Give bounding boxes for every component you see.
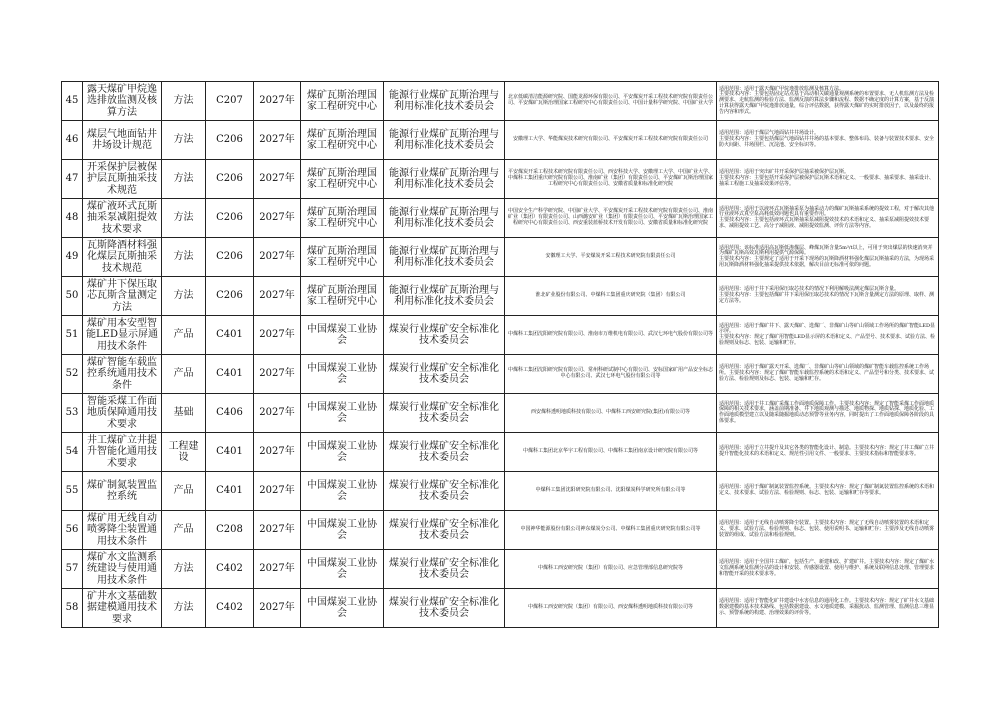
table-row — [62, 121, 939, 160]
row-number-cell: 45 — [62, 82, 83, 121]
classification-code-cell: C402 — [206, 550, 254, 589]
classification-code-cell: C402 — [206, 589, 254, 628]
row-number-cell: 55 — [62, 472, 83, 511]
scope-and-content-cell: 适用范围：适用于无线自动喷雾降尘装置。主要技术内容：规定了无线自动喷雾装置的术语和定义、要求、试验方法、检验规则、标志、包装、使用说明书、运输和贮存；主要涉及无线自动喷雾装置的组成、试验方法和检验规则。 — [717, 511, 939, 550]
drafting-units-cell: 中煤科工集团沈阳研究院有限公司、淮南市万维机电有限公司、武汉七环电气股份有限公司等 — [505, 316, 717, 355]
scope-and-content-cell: 适用范围：该标准适用高瓦斯低渗煤层、峰煤瓦斯含量5m³/t以上，可用于突出煤层的快速消突并为煤矿瓦斯高效瓦斯利用提供气源保障。 主要技术内容：主要规定了适用于开采下现场的瓦斯降酒材料强化煤层瓦斯抽采的方法，为现场采用瓦斯降酒材料强化抽采提供技术依据，解决目前无标准可依的问题。 — [717, 238, 939, 277]
row-number-cell: 54 — [62, 433, 83, 472]
completion-year-cell: 2027年 — [254, 82, 301, 121]
responsible-organization-cell: 煤矿瓦斯治理国家工程研究中心 — [301, 238, 384, 277]
technical-committee-cell: 能源行业煤矿瓦斯治理与利用标准化技术委员会 — [384, 238, 505, 277]
drafting-units-cell: 中国安全生产科学研究院、中国矿业大学、平安煤炭开采工程技术研究院有限责任公司、淮南矿业（集团）有限责任公司、山西潞安矿业（集团）有限责任公司、平安煤矿瓦斯治理国家工程研究中心有限责任公司、西安重装蓝桥技术开发有限公司、安徽省质量和标准化研究院 — [505, 199, 717, 238]
completion-year-cell: 2027年 — [254, 238, 301, 277]
drafting-units-cell: 北京低碳清洁能源研究院、国能龙源环保有限公司、平安煤炭开采工程技术研究院有限责任公司、平安煤矿瓦斯治理国家工程研究中心有限责任公司、中国计量科学研究院、中国矿业大学 — [505, 82, 717, 121]
table-row — [62, 277, 939, 316]
row-number-cell: 48 — [62, 199, 83, 238]
table-body — [62, 82, 939, 628]
completion-year-cell: 2027年 — [254, 433, 301, 472]
technical-committee-cell: 煤炭行业煤矿安全标准化技术委员会 — [384, 433, 505, 472]
technical-committee-cell: 能源行业煤矿瓦斯治理与利用标准化技术委员会 — [384, 199, 505, 238]
standard-type-cell: 产品 — [162, 355, 206, 394]
standard-name-cell: 煤矿制氮装置监控系统 — [83, 472, 162, 511]
scope-and-content-cell: 适用范围：适用于突出矿井开采保护层抽采被保护层瓦斯。 主要技术内容：主要包括开采保护层被保护层瓦斯术语和定义、一般要求、抽采要求、抽采设计、抽采工程施工及抽采效果评估等。 — [717, 160, 939, 199]
standard-type-cell: 基础 — [162, 394, 206, 433]
table-row — [62, 199, 939, 238]
standard-name-cell: 煤矿水文监测系统建设与使用通用技术条件 — [83, 550, 162, 589]
table-row — [62, 511, 939, 550]
responsible-organization-cell: 煤矿瓦斯治理国家工程研究中心 — [301, 121, 384, 160]
classification-code-cell: C206 — [206, 238, 254, 277]
classification-code-cell: C401 — [206, 355, 254, 394]
responsible-organization-cell: 中国煤炭工业协会 — [301, 511, 384, 550]
table-row — [62, 82, 939, 121]
table-row — [62, 433, 939, 472]
table-row — [62, 472, 939, 511]
standard-name-cell: 煤矿用无线自动喷雾降尘装置通用技术条件 — [83, 511, 162, 550]
drafting-units-cell: 中煤科工西安研究院（集团）有限公司、西安煤科透明地质科技有限公司等 — [505, 589, 717, 628]
row-number-cell: 50 — [62, 277, 83, 316]
technical-committee-cell: 能源行业煤矿瓦斯治理与利用标准化技术委员会 — [384, 82, 505, 121]
technical-committee-cell: 煤炭行业煤矿安全标准化技术委员会 — [384, 472, 505, 511]
table-row — [62, 316, 939, 355]
classification-code-cell: C208 — [206, 511, 254, 550]
scope-and-content-cell: 适用范围：适用于全国井工煤矿，包括生产、新建和改、扩建矿井。主要技术内容：规定了煤矿水文监测系统及监测分站的设计和安装、传感器设置、使用与维护、系统及联网信息处理、管理要求和智能开采的技术要求等。 — [717, 550, 939, 589]
table-row — [62, 589, 939, 628]
scope-and-content-cell: 适用范围：适用于煤矿井下、露天煤矿、选煤厂、非煤矿山等矿山领域工作场所的煤矿智能LED显示屏。 主要技术内容：规定了煤矿用智能LED显示屏的术语和定义、产品型号、技术要求、试验方法、检验规则及标志、包装、运输和贮存。 — [717, 316, 939, 355]
technical-committee-cell: 煤炭行业煤矿安全标准化技术委员会 — [384, 550, 505, 589]
completion-year-cell: 2027年 — [254, 355, 301, 394]
completion-year-cell: 2027年 — [254, 589, 301, 628]
scope-and-content-cell: 适用范围：适用于智能化矿井建设中水害信息的通用化工作。主要技术内容：规定了矿井水文基础数据建模的基本技术路线、包括数据建设、水文地质建模、采掘扰动、监测管理、监测信息三维显示、预警系统的构建、治理效果的评价等。 — [717, 589, 939, 628]
responsible-organization-cell: 中国煤炭工业协会 — [301, 355, 384, 394]
standard-name-cell: 煤矿井下保压取芯瓦斯含量测定方法 — [83, 277, 162, 316]
technical-committee-cell: 煤炭行业煤矿安全标准化技术委员会 — [384, 316, 505, 355]
scope-and-content-cell: 适用范围：适用于煤层气地面钻井井场设计。 主要技术内容：主要包括煤层气地面钻井井场的基本要求、整体布局、装备与装置技术要求、安全防火间距、井场围栏、沉淀池、安全标识等。 — [717, 121, 939, 160]
responsible-organization-cell: 煤矿瓦斯治理国家工程研究中心 — [301, 277, 384, 316]
standard-type-cell: 产品 — [162, 511, 206, 550]
drafting-units-cell: 安徽理工大学、平安煤炭开采工程技术研究院有限责任公司 — [505, 238, 717, 277]
standard-type-cell: 方法 — [162, 160, 206, 199]
drafting-units-cell: 淮北矿业股份有限公司、中煤科工集团重庆研究院（集团）有限公司 — [505, 277, 717, 316]
standard-name-cell: 煤矿用本安型智能LED显示屏通用技术条件 — [83, 316, 162, 355]
responsible-organization-cell: 中国煤炭工业协会 — [301, 550, 384, 589]
standard-type-cell: 产品 — [162, 472, 206, 511]
technical-committee-cell: 能源行业煤矿瓦斯治理与利用标准化技术委员会 — [384, 160, 505, 199]
scope-and-content-cell: 适用范围：适用于立井提升及其它各类的智能化设计、制造。主要技术内容：规定了井工煤矿立井提升智能化技术的术语和定义、规范性引用文件、一般要求、主要技术指标和智能要求等。 — [717, 433, 939, 472]
standard-name-cell: 煤矿液环式瓦斯抽采泵减阻提效技术要求 — [83, 199, 162, 238]
drafting-units-cell: 中煤科工集团北京华宇工程有限公司、中煤科工集团南京设计研究院有限公司等 — [505, 433, 717, 472]
table-row — [62, 238, 939, 277]
classification-code-cell: C207 — [206, 82, 254, 121]
row-number-cell: 46 — [62, 121, 83, 160]
scope-and-content-cell: 适用范围：适用于以液环式瓦斯抽采泵为抽采动力的煤矿瓦斯抽采系统的提效工程，对于解决其他行业液环式真空泵高耗低效问题也具有重要作用。 主要技术内容：主要包括液环式瓦斯抽采泵减阻提效技术的术语和定义、抽采泵减阻提效技术要求、减阻提效工艺、高分子减阻液、减阻提效监测、评价方法等内容。 — [717, 199, 939, 238]
responsible-organization-cell: 煤矿瓦斯治理国家工程研究中心 — [301, 199, 384, 238]
completion-year-cell: 2027年 — [254, 394, 301, 433]
table-row — [62, 355, 939, 394]
completion-year-cell: 2027年 — [254, 121, 301, 160]
completion-year-cell: 2027年 — [254, 511, 301, 550]
classification-code-cell: C206 — [206, 277, 254, 316]
completion-year-cell: 2027年 — [254, 277, 301, 316]
drafting-units-cell: 西安煤科透明地质科技有限公司、中煤科工西安研究院(集团)有限公司等 — [505, 394, 717, 433]
responsible-organization-cell: 煤矿瓦斯治理国家工程研究中心 — [301, 160, 384, 199]
responsible-organization-cell: 煤矿瓦斯治理国家工程研究中心 — [301, 82, 384, 121]
technical-committee-cell: 煤炭行业煤矿安全标准化技术委员会 — [384, 355, 505, 394]
standard-type-cell: 方法 — [162, 238, 206, 277]
completion-year-cell: 2027年 — [254, 472, 301, 511]
scope-and-content-cell: 适用范围：适用于井工煤矿采煤工作面地质保障工作。主要技术内容：规定了智能采煤工作面地质保障的相关技术要求，涵盖前期准备、井下地质观测与描述、地质物探、地质钻探、地质化验、工作面地质模型建立以及随采随掘地质动态预警等业务内容，同时提出了工作面地质保障各阶段的具体要求。 — [717, 394, 939, 433]
row-number-cell: 56 — [62, 511, 83, 550]
standard-type-cell: 工程建设 — [162, 433, 206, 472]
technical-committee-cell: 能源行业煤矿瓦斯治理与利用标准化技术委员会 — [384, 277, 505, 316]
scope-and-content-cell: 适用范围：适用于煤矿制氮装置监控系统。主要技术内容：规定了煤矿制氮装置监控系统的术语和定义、技术要求、试验方法、检验规则、标志、包装、运输和贮存等要求。 — [717, 472, 939, 511]
scope-and-content-cell: 适用范围：适用于井下采用保压取芯技术的情况下利用解吸法测定煤层瓦斯含量。 主要技术内容：主要包括煤矿井下采用保压取芯技术的情况下瓦斯含量测定方法的原理、取样、测定方法等。 — [717, 277, 939, 316]
row-number-cell: 58 — [62, 589, 83, 628]
drafting-units-cell: 中煤科工集团沈阳研究院有限公司、常州科研试制中心有限公司、安标国家矿用产品安全标志中心有限公司、武汉七环电气股份有限公司等 — [505, 355, 717, 394]
classification-code-cell: C401 — [206, 472, 254, 511]
row-number-cell: 51 — [62, 316, 83, 355]
table-row — [62, 160, 939, 199]
responsible-organization-cell: 中国煤炭工业协会 — [301, 472, 384, 511]
standard-type-cell: 方法 — [162, 550, 206, 589]
classification-code-cell: C206 — [206, 160, 254, 199]
scope-and-content-cell: 适用范围：适用于煤矿露天开采、选煤厂、非煤矿山等矿山领域的煤矿智能车载监控系统工作场所。主要技术内容：规定了煤矿智能车载监控系统的术语和定义、产品型号和分类、技术要求、试验方法、检验规则及标志、包装、运输和贮存。 — [717, 355, 939, 394]
row-number-cell: 57 — [62, 550, 83, 589]
completion-year-cell: 2027年 — [254, 316, 301, 355]
technical-committee-cell: 能源行业煤矿瓦斯治理与利用标准化技术委员会 — [384, 121, 505, 160]
row-number-cell: 49 — [62, 238, 83, 277]
drafting-units-cell: 平安煤炭开采工程技术研究院有限责任公司、西安科技大学、安徽理工大学、中国矿业大学、中煤科工集团重庆研究院有限公司、淮南矿业（集团）有限责任公司、平安煤矿瓦斯治理国家工程研究中心有限责任公司、安徽省质量和标准化研究院 — [505, 160, 717, 199]
row-number-cell: 47 — [62, 160, 83, 199]
responsible-organization-cell: 中国煤炭工业协会 — [301, 589, 384, 628]
classification-code-cell: C406 — [206, 394, 254, 433]
standard-type-cell: 方法 — [162, 199, 206, 238]
standard-type-cell: 方法 — [162, 121, 206, 160]
drafting-units-cell: 中国神华能源股份有限公司神东煤炭分公司、中煤科工集团重庆研究院有限公司等 — [505, 511, 717, 550]
technical-committee-cell: 煤炭行业煤矿安全标准化技术委员会 — [384, 394, 505, 433]
classification-code-cell: C206 — [206, 121, 254, 160]
table-row — [62, 394, 939, 433]
standard-type-cell: 产品 — [162, 316, 206, 355]
completion-year-cell: 2027年 — [254, 160, 301, 199]
standard-name-cell: 井工煤矿立井提升智能化通用技术要求 — [83, 433, 162, 472]
completion-year-cell: 2027年 — [254, 550, 301, 589]
technical-committee-cell: 煤炭行业煤矿安全标准化技术委员会 — [384, 511, 505, 550]
standard-name-cell: 煤层气地面钻井井场设计规范 — [83, 121, 162, 160]
standard-name-cell: 露天煤矿甲烷逸选排放监测及核算方法 — [83, 82, 162, 121]
standard-type-cell: 方法 — [162, 82, 206, 121]
responsible-organization-cell: 中国煤炭工业协会 — [301, 394, 384, 433]
standard-name-cell: 煤矿智能车载监控系统通用技术条件 — [83, 355, 162, 394]
row-number-cell: 52 — [62, 355, 83, 394]
standard-name-cell: 智能采煤工作面地质保障通用技术要求 — [83, 394, 162, 433]
standard-name-cell: 瓦斯降酒材料强化煤层瓦斯抽采技术规范 — [83, 238, 162, 277]
row-number-cell: 53 — [62, 394, 83, 433]
drafting-units-cell: 安徽理工大学、华能煤炭技术研究有限公司、平安煤炭开采工程技术研究院有限责任公司 — [505, 121, 717, 160]
standard-name-cell: 开采保护层被保护层瓦斯抽采技术规范 — [83, 160, 162, 199]
responsible-organization-cell: 中国煤炭工业协会 — [301, 433, 384, 472]
standard-type-cell: 方法 — [162, 277, 206, 316]
classification-code-cell: C206 — [206, 199, 254, 238]
standard-name-cell: 矿井水文基础数据建模通用技术要求 — [83, 589, 162, 628]
standard-type-cell: 方法 — [162, 589, 206, 628]
classification-code-cell: C401 — [206, 433, 254, 472]
completion-year-cell: 2027年 — [254, 199, 301, 238]
standards-table — [61, 81, 939, 628]
responsible-organization-cell: 中国煤炭工业协会 — [301, 316, 384, 355]
drafting-units-cell: 中煤科工集团沈阳研究院有限公司、沈阳煤炭科学研究所有限公司等 — [505, 472, 717, 511]
technical-committee-cell: 煤炭行业煤矿安全标准化技术委员会 — [384, 589, 505, 628]
drafting-units-cell: 中煤科工西安研究院（集团）有限公司、应急管理部信息研究院等 — [505, 550, 717, 589]
table-row — [62, 550, 939, 589]
classification-code-cell: C401 — [206, 316, 254, 355]
scope-and-content-cell: 适用范围：适用于露天煤矿甲烷逸排放监测及核算方法。 主要技术内容：主要包括固定站点基于高动相关碳通量观测系统的布置要求、无人机监测方法及检测要求、走航监测的检验方法、监测反演的算法步骤和流程、数据不确定度的计算方案，基于反演计算获得露天煤矿甲烷逸排放通量，综合评估数据，获得露天煤矿的实时排放因子，以及最终的报告内容和形式。 — [717, 82, 939, 121]
